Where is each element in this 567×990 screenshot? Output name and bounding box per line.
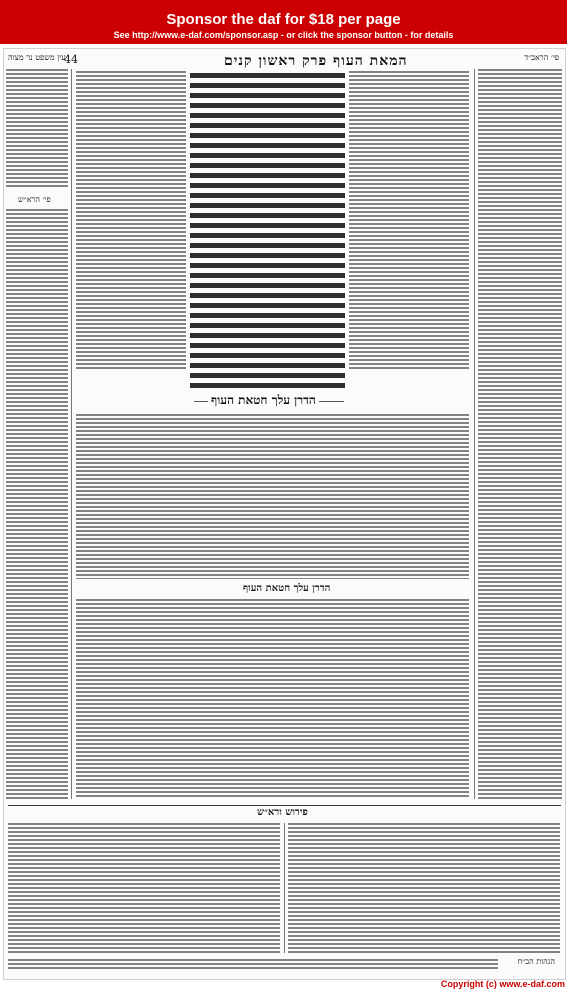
lower-commentary-block xyxy=(76,599,469,799)
sponsor-banner[interactable] xyxy=(0,0,567,44)
right-commentary-column xyxy=(478,69,562,799)
right-divider xyxy=(474,69,475,799)
bottom-commentary-left xyxy=(8,823,280,953)
footnote-line xyxy=(8,959,498,971)
talmud-page xyxy=(3,48,566,980)
bottom-divider xyxy=(284,823,285,953)
left-divider xyxy=(71,69,72,799)
left-commentary-column xyxy=(6,209,68,799)
bottom-commentary-right xyxy=(288,823,560,953)
rashi-column xyxy=(349,71,469,371)
tosafot-column xyxy=(76,71,186,371)
running-header: המאת העוף פרק ראשון קנים xyxy=(224,53,408,69)
section-heading-2: הדרן עלך חטאת העוף xyxy=(240,583,333,594)
ein-mishpat-column xyxy=(6,69,68,189)
left-commentary-label: פי׳ הרא״ש xyxy=(18,195,51,204)
bottom-rule xyxy=(8,805,561,806)
page-number: 44 xyxy=(64,53,78,66)
copyright-link[interactable]: Copyright (c) www.e-daf.com xyxy=(440,979,565,989)
banner-title[interactable]: Sponsor the daf for $18 per page xyxy=(166,11,401,28)
footnote-label: הגהות הב״ח xyxy=(517,957,555,966)
banner-subtitle[interactable]: See http://www.e-daf.com/sponsor.asp - or click the sponsor button - for details xyxy=(113,30,454,40)
left-side-label: עין משפט נר מצוה xyxy=(8,53,66,62)
section-heading-1: הדרן עלך חטאת העוף xyxy=(208,393,319,408)
commentary-wide-block xyxy=(76,414,469,579)
right-side-label: פי׳ הראב״ד xyxy=(524,53,559,62)
main-text-block xyxy=(190,73,345,393)
bottom-heading: פירוש ורא״ש xyxy=(254,807,311,818)
